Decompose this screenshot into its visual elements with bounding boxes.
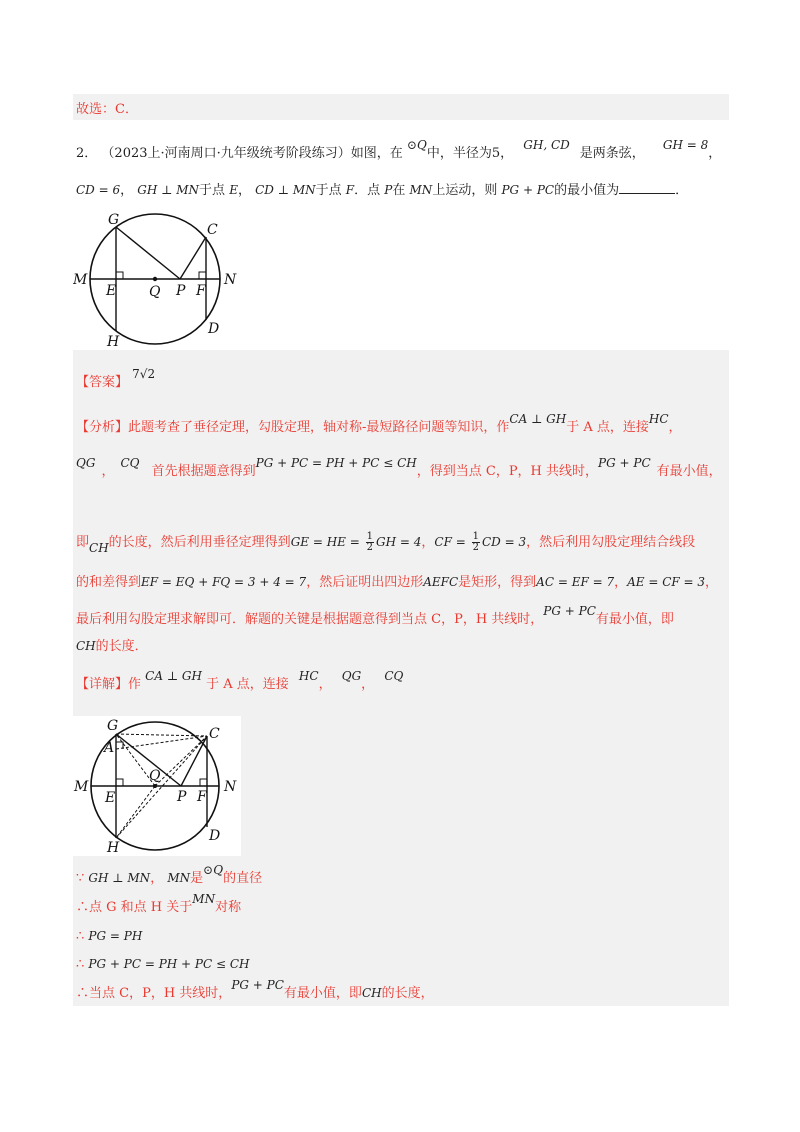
segment-pc: [180, 237, 206, 279]
math-mn: MN: [192, 892, 216, 906]
question-text: ．点: [354, 183, 381, 198]
analysis-line-5: [76, 604, 674, 629]
math-gh-perp-mn: GH ⊥ MN: [88, 871, 151, 885]
label-e: E: [106, 283, 117, 299]
question-text: 是两条弦，: [579, 146, 645, 161]
fraction-numerator: 1: [366, 531, 373, 542]
analysis-text: ，得到当点 C，P，H 共线时，: [416, 464, 599, 479]
math-cq: CQ: [120, 456, 140, 470]
label-d: D: [208, 321, 220, 337]
detail-line: [76, 669, 404, 694]
step-text: 有最小值，即: [283, 986, 362, 1001]
step-text: 是: [190, 871, 204, 886]
math-cd-3: CD = 3: [481, 535, 527, 549]
detail-text: ，: [318, 677, 332, 692]
question-source: （2023上·河南周口·九年级统考阶段练习）: [101, 146, 351, 161]
analysis-line-6: [76, 637, 148, 656]
analysis-line-3: [76, 532, 695, 553]
question-text: 于点: [315, 183, 342, 198]
center-point-q: [153, 277, 157, 281]
analysis-text: 此题考查了垂径定理，勾股定理，轴对称-最短路径问题等知识，作: [128, 420, 510, 435]
math-ac-ef: AC = EF = 7: [536, 575, 615, 589]
detail-label: 【详解】: [76, 677, 129, 692]
question-text: 的最小值为: [554, 183, 620, 198]
math-hc: HC: [298, 669, 319, 683]
step-text: ，: [150, 871, 164, 886]
question-text: 上运动，则: [432, 183, 498, 198]
analysis-text: ，: [101, 464, 115, 479]
math-mn: MN: [409, 183, 433, 197]
math-gh-eq: GH = 8: [662, 138, 709, 152]
question-number: 2．: [76, 146, 98, 161]
analysis-text: ，: [614, 575, 628, 590]
math-cd-eq: CD = 6: [76, 183, 121, 197]
step-line-1: [76, 863, 263, 888]
fraction-half: [366, 532, 374, 553]
analysis-text: 的长度．: [95, 639, 148, 654]
band-choice: [73, 94, 729, 120]
label-f: F: [196, 283, 206, 299]
answer-label: 【答案】: [76, 375, 129, 390]
fraction-numerator: 1: [472, 531, 479, 542]
detail-text: 于 A 点，连接: [206, 677, 289, 692]
analysis-text: ，然后证明出四边形: [306, 575, 424, 590]
math-ch: CH: [361, 986, 382, 1000]
detail-text: 作: [128, 677, 142, 692]
fraction-denominator: 2: [472, 542, 479, 553]
analysis-text: ，: [421, 535, 435, 550]
math-hc: HC: [648, 412, 669, 426]
math-ch: CH: [89, 541, 109, 555]
label-p: P: [177, 789, 187, 805]
math-pg-pc: PG + PC: [501, 183, 555, 197]
step-text: 当点 C，P，H 共线时，: [89, 986, 232, 1001]
question-text: 如图，在: [350, 146, 403, 161]
center-point-q: [153, 784, 157, 788]
label-a: A: [104, 740, 115, 756]
math-qg: QG: [76, 456, 96, 470]
math-pg-pc: PG + PC: [598, 456, 651, 470]
math-ge-he: GE = HE =: [290, 535, 364, 549]
question-text: ．: [675, 183, 689, 198]
math-pg-pc: PG + PC: [231, 978, 284, 992]
segment-gp: [116, 227, 180, 279]
label-q: Q: [149, 768, 161, 784]
analysis-line-1: [76, 412, 682, 437]
step-text: 的长度，: [381, 986, 434, 1001]
label-m: M: [74, 779, 89, 795]
question-text: ，: [237, 183, 251, 198]
analysis-text: 即: [76, 535, 90, 550]
because-symbol: ∵: [76, 871, 85, 886]
question-text: 中，半径为5，: [426, 146, 514, 161]
math-pg-pc: PG + PC: [543, 604, 596, 618]
analysis-text: 首先根据题意得到: [151, 464, 256, 479]
step-text: 对称: [215, 900, 242, 915]
analysis-text: 是矩形，得到: [458, 575, 537, 590]
detail-text: ，: [361, 677, 375, 692]
step-text: 的直径: [223, 871, 263, 886]
math-perp-gh: GH ⊥ MN: [137, 183, 200, 197]
math-ef-sum: EF = EQ + FQ = 3 + 4 = 7: [141, 575, 307, 589]
step-line-5: [76, 978, 434, 1003]
step-line-4: [76, 955, 250, 974]
answer-blank: [619, 181, 675, 194]
analysis-text: 的长度，然后利用垂径定理得到: [108, 535, 291, 550]
math-ca-perp-gh: CA ⊥ GH: [509, 412, 567, 426]
fraction-half: [472, 532, 480, 553]
label-m: M: [73, 272, 88, 288]
question-line-2: [76, 181, 688, 200]
label-n: N: [224, 779, 237, 795]
analysis-text: 有最小值，: [656, 464, 722, 479]
label-f: F: [197, 789, 207, 805]
math-circle-q: ⊙Q: [406, 138, 427, 152]
analysis-text: ，: [705, 575, 719, 590]
therefore-symbol: ∴: [76, 929, 85, 944]
analysis-text: ，然后利用勾股定理结合线段: [526, 535, 696, 550]
question-text: ，: [120, 183, 134, 198]
answer-line: [76, 367, 156, 392]
step-line-3: [76, 927, 142, 946]
math-point-p: P: [384, 183, 393, 197]
math-circle-q: ⊙Q: [203, 863, 224, 877]
analysis-label: 【分析】: [76, 420, 129, 435]
math-ae-cf: AE = CF = 3: [627, 575, 706, 589]
question-text: 在: [392, 183, 406, 198]
analysis-line-2: [76, 456, 722, 481]
math-ch: CH: [76, 639, 96, 653]
analysis-text: ，: [668, 420, 682, 435]
math-inequality: PG + PC = PH + PC ≤ CH: [255, 456, 417, 470]
label-q: Q: [149, 284, 161, 300]
right-angle-e: [116, 272, 123, 279]
label-h: H: [107, 840, 120, 856]
analysis-line-4: [76, 573, 718, 592]
math-pg-ph: PG = PH: [88, 929, 143, 943]
figure-1-circle-diagram: [73, 208, 243, 353]
label-n: N: [224, 272, 237, 288]
analysis-text: 于 A 点，连接: [566, 420, 649, 435]
step-line-2: [76, 892, 242, 917]
therefore-symbol: ∴: [76, 957, 85, 972]
math-cq: CQ: [384, 669, 404, 683]
figure-2-circle-diagram: [73, 716, 241, 856]
math-gh-4: GH = 4: [376, 535, 422, 549]
math-perp-cd: CD ⊥ MN: [255, 183, 316, 197]
step-text: 点 G 和点 H 关于: [89, 900, 193, 915]
math-inequality: PG + PC = PH + PC ≤ CH: [88, 957, 250, 971]
label-p: P: [176, 283, 186, 299]
math-aefc: AEFC: [423, 575, 459, 589]
analysis-text: 的和差得到: [76, 575, 142, 590]
math-cf: CF =: [434, 535, 470, 549]
math-chords: GH, CD: [523, 138, 570, 152]
analysis-text: 最后利用勾股定理求解即可．解题的关键是根据题意得到当点 C，P，H 共线时，: [76, 612, 544, 627]
label-g: G: [108, 212, 120, 228]
fraction-denominator: 2: [366, 542, 373, 553]
math-ca-perp-gh: CA ⊥ GH: [145, 669, 202, 683]
math-point-f: F: [345, 183, 355, 197]
analysis-text: 有最小值，即: [595, 612, 674, 627]
label-h: H: [107, 334, 120, 350]
label-g: G: [107, 718, 119, 734]
choice-line: 故选：C．: [76, 102, 138, 117]
math-point-e: E: [229, 183, 238, 197]
question-text: ，: [708, 146, 722, 161]
question-text: 于点: [199, 183, 226, 198]
label-c: C: [209, 726, 220, 742]
therefore-symbol: ∴: [76, 986, 90, 1001]
label-d: D: [209, 828, 221, 844]
math-mn: MN: [167, 871, 191, 885]
label-c: C: [207, 222, 218, 238]
question-line-1: [76, 138, 722, 163]
answer-value: 7√2: [132, 367, 156, 381]
right-angle-f: [199, 272, 206, 279]
label-e: E: [105, 790, 116, 806]
math-qg: QG: [341, 669, 362, 683]
therefore-symbol: ∴: [76, 900, 90, 915]
